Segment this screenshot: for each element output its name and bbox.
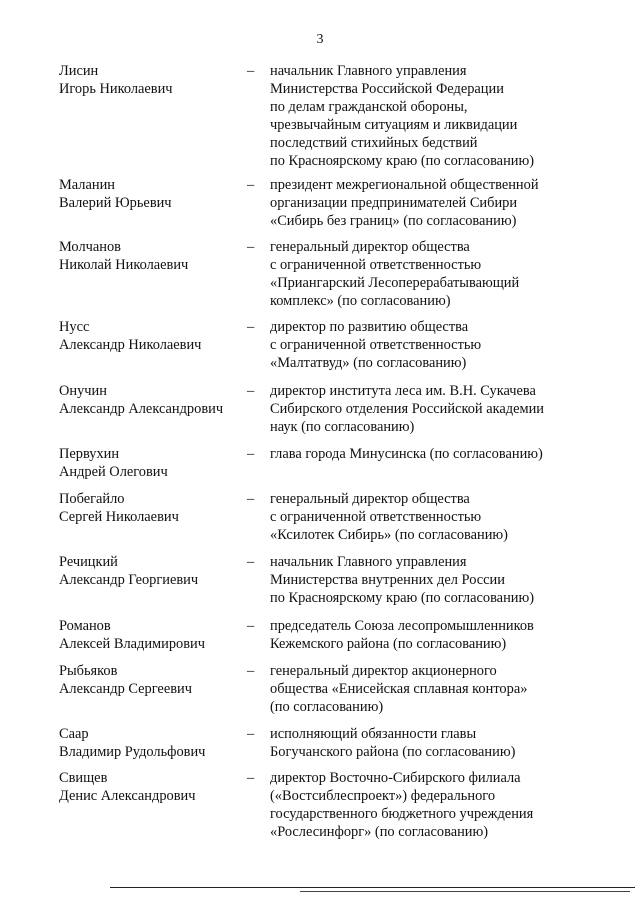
position-line: Сибирского отделения Российской академии bbox=[270, 401, 544, 417]
position-line: с ограниченной ответственностью bbox=[270, 509, 482, 525]
member-surname: Свищев bbox=[59, 770, 108, 786]
position-line: председатель Союза лесопромышленников bbox=[270, 618, 534, 634]
position-line: исполняющий обязанности главы bbox=[270, 726, 477, 742]
member-position bbox=[270, 176, 570, 230]
member-given-names: Денис Александрович bbox=[59, 788, 196, 804]
position-line: начальник Главного управления bbox=[270, 554, 467, 570]
position-line: комплекс» (по согласованию) bbox=[270, 293, 451, 309]
member-surname: Первухин bbox=[59, 446, 120, 462]
position-line: Богучанского района (по согласованию) bbox=[270, 744, 516, 760]
member-given-names: Валерий Юрьевич bbox=[59, 195, 172, 211]
member-surname: Рыбьяков bbox=[59, 663, 118, 679]
member-surname: Молчанов bbox=[59, 239, 121, 255]
position-line: общества «Енисейская сплавная контора» bbox=[270, 681, 528, 697]
member-dash: – bbox=[247, 239, 255, 255]
position-line: (по согласованию) bbox=[270, 699, 384, 715]
position-line: по делам гражданской обороны, bbox=[270, 99, 468, 115]
member-position bbox=[270, 238, 570, 310]
page-number: 3 bbox=[316, 32, 324, 47]
member-position bbox=[270, 382, 570, 436]
member-surname: Саар bbox=[59, 726, 89, 742]
position-line: президент межрегиональной общественной bbox=[270, 177, 539, 193]
member-position bbox=[270, 617, 570, 653]
member-given-names: Александр Александрович bbox=[59, 401, 224, 417]
member-name bbox=[59, 769, 244, 805]
member-position bbox=[270, 553, 570, 607]
member-name bbox=[59, 382, 244, 418]
position-line: Министерства внутренних дел России bbox=[270, 572, 505, 588]
position-line: наук (по согласованию) bbox=[270, 419, 415, 435]
member-dash: – bbox=[247, 177, 255, 193]
member-surname: Романов bbox=[59, 618, 111, 634]
position-line: директор Восточно-Сибирского филиала bbox=[270, 770, 521, 786]
footer-rule bbox=[110, 887, 635, 888]
member-given-names: Сергей Николаевич bbox=[59, 509, 179, 525]
member-dash: – bbox=[247, 491, 255, 507]
member-name bbox=[59, 318, 244, 354]
member-name bbox=[59, 617, 244, 653]
position-line: «Рослесинфорг» (по согласованию) bbox=[270, 824, 489, 840]
member-dash: – bbox=[247, 726, 255, 742]
member-name bbox=[59, 662, 244, 698]
member-given-names: Андрей Олегович bbox=[59, 464, 168, 480]
member-position bbox=[270, 725, 570, 761]
member-dash: – bbox=[247, 319, 255, 335]
member-name bbox=[59, 490, 244, 526]
member-surname: Лисин bbox=[59, 63, 99, 79]
member-position bbox=[270, 662, 570, 716]
member-surname: Маланин bbox=[59, 177, 115, 193]
position-line: по Красноярскому краю (по согласованию) bbox=[270, 590, 535, 606]
member-dash: – bbox=[247, 446, 255, 462]
member-given-names: Николай Николаевич bbox=[59, 257, 189, 273]
member-position bbox=[270, 62, 570, 170]
position-line: с ограниченной ответственностью bbox=[270, 257, 482, 273]
member-position bbox=[270, 490, 570, 544]
position-line: чрезвычайным ситуациям и ликвидации bbox=[270, 117, 518, 133]
position-line: директор института леса им. В.Н. Сукачева bbox=[270, 383, 536, 399]
position-line: директор по развитию общества bbox=[270, 319, 469, 335]
footer-rule-secondary bbox=[300, 891, 630, 892]
position-line: «Сибирь без границ» (по согласованию) bbox=[270, 213, 517, 229]
member-name bbox=[59, 176, 244, 212]
position-line: Кежемского района (по согласованию) bbox=[270, 636, 507, 652]
position-line: «Ксилотек Сибирь» (по согласованию) bbox=[270, 527, 508, 543]
position-line: по Красноярскому краю (по согласованию) bbox=[270, 153, 535, 169]
member-surname: Онучин bbox=[59, 383, 107, 399]
member-dash: – bbox=[247, 663, 255, 679]
position-line: «Приангарский Лесоперерабатывающий bbox=[270, 275, 520, 291]
position-line: генеральный директор общества bbox=[270, 239, 470, 255]
position-line: государственного бюджетного учреждения bbox=[270, 806, 534, 822]
member-name bbox=[59, 725, 244, 761]
member-dash: – bbox=[247, 770, 255, 786]
member-given-names: Владимир Рудольфович bbox=[59, 744, 206, 760]
member-name bbox=[59, 445, 244, 481]
position-line: «Малтатвуд» (по согласованию) bbox=[270, 355, 467, 371]
position-line: начальник Главного управления bbox=[270, 63, 467, 79]
member-position bbox=[270, 318, 570, 372]
member-position bbox=[270, 769, 570, 841]
position-line: с ограниченной ответственностью bbox=[270, 337, 482, 353]
member-given-names: Игорь Николаевич bbox=[59, 81, 173, 97]
position-line: генеральный директор общества bbox=[270, 491, 470, 507]
member-name bbox=[59, 238, 244, 274]
member-name bbox=[59, 553, 244, 589]
member-given-names: Александр Сергеевич bbox=[59, 681, 192, 697]
member-dash: – bbox=[247, 383, 255, 399]
member-dash: – bbox=[247, 618, 255, 634]
member-position bbox=[270, 445, 570, 463]
member-surname: Нусс bbox=[59, 319, 90, 335]
position-line: Министерства Российской Федерации bbox=[270, 81, 504, 97]
member-dash: – bbox=[247, 554, 255, 570]
member-surname: Речицкий bbox=[59, 554, 118, 570]
member-given-names: Александр Георгиевич bbox=[59, 572, 199, 588]
position-line: («Востсиблеспроект») федерального bbox=[270, 788, 496, 804]
member-given-names: Алексей Владимирович bbox=[59, 636, 205, 652]
member-surname: Побегайло bbox=[59, 491, 125, 507]
position-line: генеральный директор акционерного bbox=[270, 663, 497, 679]
position-line: организации предпринимателей Сибири bbox=[270, 195, 518, 211]
member-name bbox=[59, 62, 244, 98]
position-line: глава города Минусинска (по согласованию) bbox=[270, 446, 543, 462]
position-line: последствий стихийных бедствий bbox=[270, 135, 478, 151]
member-dash: – bbox=[247, 63, 255, 79]
member-given-names: Александр Николаевич bbox=[59, 337, 202, 353]
